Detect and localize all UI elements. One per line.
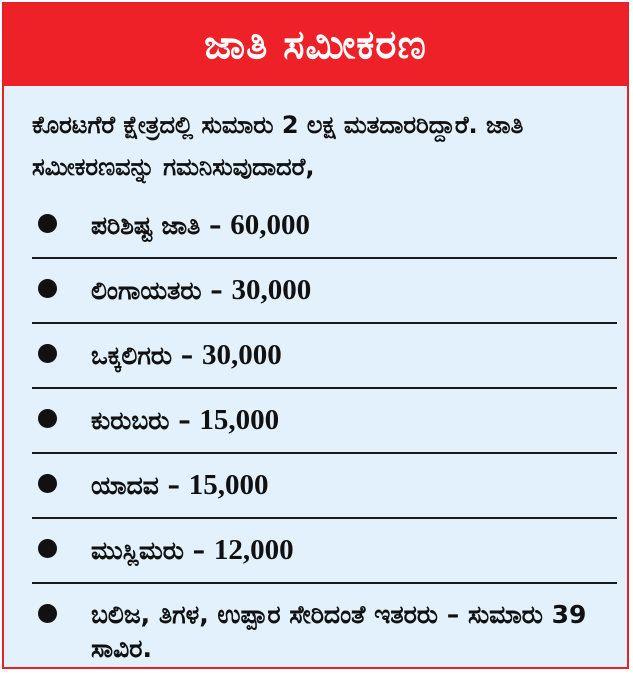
list-item — [32, 519, 617, 584]
bullet-icon — [38, 344, 57, 363]
list-item-label: ಮುಸ್ಲಿಮರು — [91, 536, 184, 565]
list-item — [32, 324, 617, 389]
list-item-label: ಕುರುಬರು — [91, 406, 170, 435]
caste-list — [32, 194, 617, 669]
list-item — [32, 584, 617, 669]
list-item-label: ಒಕ್ಕಲಿಗರು — [91, 341, 173, 370]
list-item-text — [91, 338, 282, 373]
list-item-value: 12,000 — [213, 534, 294, 566]
list-item-separator: – — [192, 536, 206, 565]
list-item-separator: – — [446, 600, 460, 629]
list-item-separator: – — [180, 341, 194, 370]
list-item-value: ಸುಮಾರು 39 ಸಾವಿರ. — [91, 600, 587, 663]
list-item-value: 30,000 — [231, 274, 312, 306]
list-item-separator: – — [210, 276, 223, 305]
intro-text: ಕೊರಟಗೆರೆ ಕ್ಷೇತ್ರದಲ್ಲಿ ಸುಮಾರು 2 ಲಕ್ಷ ಮತದಾರರಿದ್ದಾರೆ. ಜಾತಿ ಸಮೀಕರಣವನ್ನು ಗಮನಿಸುವುದಾದರೆ, — [32, 111, 524, 181]
list-item-text — [91, 273, 311, 308]
list-item-label: ಯಾದವ — [91, 471, 159, 500]
caste-equation-card — [2, 2, 629, 669]
list-item — [32, 194, 617, 259]
bullet-icon — [38, 604, 57, 623]
list-item-label: ಲಿಂಗಾಯತರು — [91, 276, 202, 305]
card-header — [4, 4, 627, 86]
list-item-text — [91, 533, 294, 568]
bullet-icon — [38, 539, 57, 558]
list-item-text — [91, 403, 279, 438]
list-item — [32, 259, 617, 324]
card-content — [4, 86, 627, 669]
list-item-text — [91, 208, 310, 243]
list-item-value: 60,000 — [230, 209, 310, 241]
list-item-label: ಬಲಿಜ, ತಿಗಳ, ಉಪ್ಪಾರ ಸೇರಿದಂತೆ ಇತರರು — [91, 600, 439, 629]
list-item-separator: – — [178, 406, 191, 435]
bullet-icon — [38, 474, 57, 493]
list-item-text — [91, 598, 617, 666]
list-item — [32, 389, 617, 454]
bullet-icon — [38, 279, 57, 298]
list-item-separator: – — [209, 211, 222, 240]
list-item-label: ಪರಿಶಿಷ್ಟ ಜಾತಿ — [91, 211, 201, 240]
list-item-value: 30,000 — [202, 339, 282, 371]
list-item-text — [91, 468, 269, 503]
list-item-separator: – — [167, 471, 181, 500]
list-item — [32, 454, 617, 519]
list-item-value: 15,000 — [199, 404, 280, 436]
card-title: ಜಾತಿ ಸಮೀಕರಣ — [204, 22, 427, 68]
bullet-icon — [38, 409, 57, 428]
bullet-icon — [38, 214, 57, 233]
list-item-value: 15,000 — [188, 469, 269, 501]
